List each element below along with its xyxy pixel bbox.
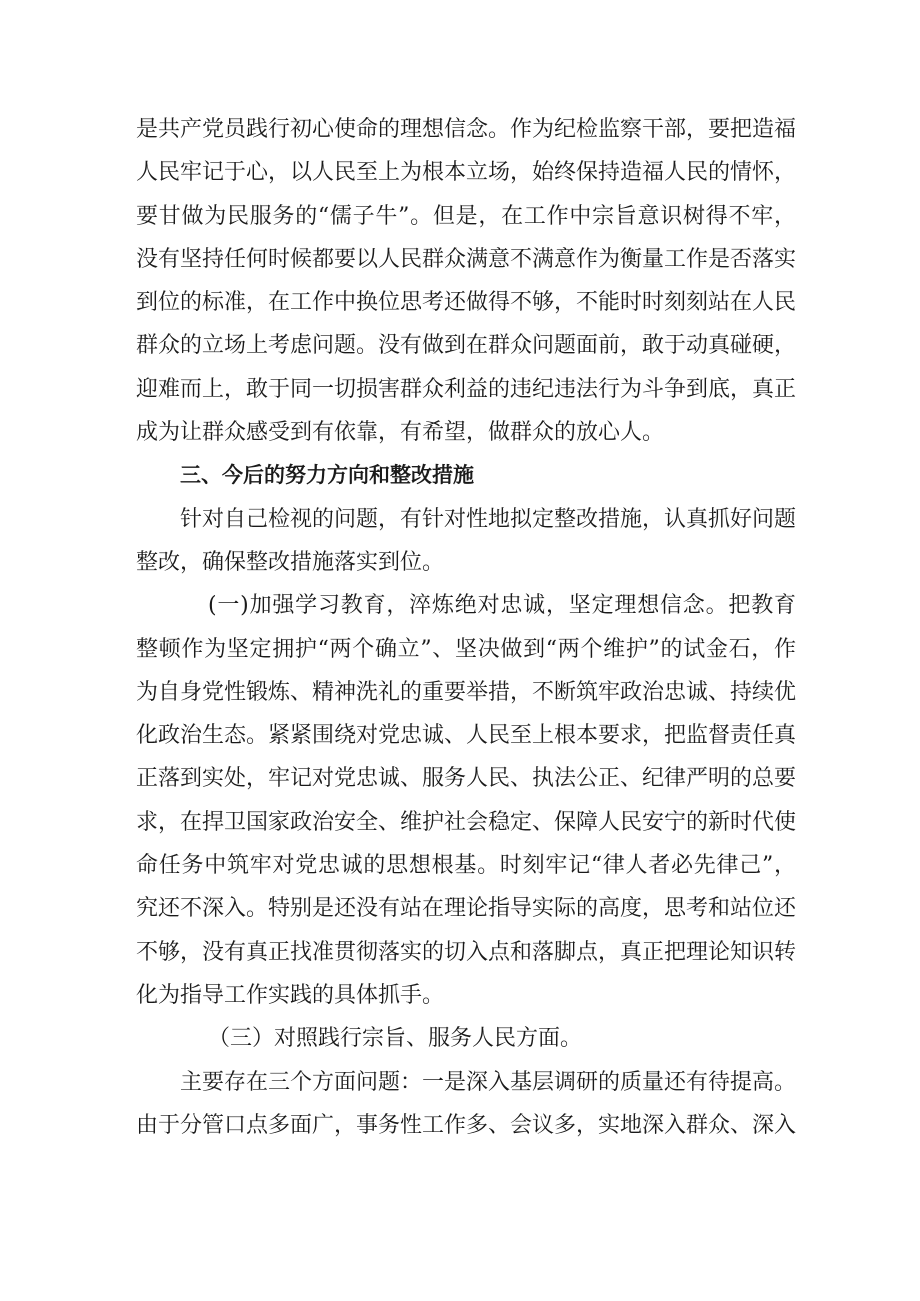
document-body: [136, 108, 796, 1147]
paragraph-continued: 是共产党员践行初心使命的理想信念。作为纪检监察干部，要把造福人民牢记于心，以人民至上为根本立场，始终保持造福人民的情怀，要甘做为民服务的“儒子牛”。但是，在工作中宗旨意识树得不牢，没有坚持任何时候都要以人民群众满意不满意作为衡量工作是否落实到位的标准，在工作中换位思考还做得不够，不能时时刻刻站在人民群众的立场上考虑问题。没有做到在群众问题面前，敢于动真碰硬，迎难而上，敢于同一切损害群众利益的违纪违法行为斗争到底，真正成为让群众感受到有依靠，有希望，做群众的放心人。: [136, 117, 797, 446]
section-heading: 三、今后的努力方向和整改措施: [180, 463, 474, 488]
paragraph-intro: 针对自己检视的问题，有针对性地拟定整改措施，认真抓好问题整改，确保整改措施落实到位。: [136, 506, 797, 575]
subsection-heading: （三）对照践行宗旨、服务人民方面。: [208, 1026, 583, 1052]
paragraph-problems: 主要存在三个方面问题：一是深入基层调研的质量还有待提高。由于分管口点多面广，事务性工作多、会议多，实地深入群众、深入: [136, 1069, 797, 1138]
paragraph-measure-one: (一)加强学习教育，淬炼绝对忠诚，坚定理想信念。把教育整顿作为坚定拥护“两个确立”、坚决做到“两个维护”的试金石，作为自身党性锻炼、精神洗礼的重要举措，不断筑牢政治忠诚、持续优化政治生态。紧紧围绕对党忠诚、人民至上根本要求，把监督责任真正落到实处，牢记对党忠诚、服务人民、执法公正、纪律严明的总要求，在捍卫国家政治安全、维护社会稳定、保障人民安宁的新时代使命任务中筑牢对党忠诚的思想根基。时刻牢记“律人者必先律己”，究还不深入。特别是还没有站在理论指导实际的高度，思考和站位还不够，没有真正找准贯彻落实的切入点和落脚点，真正把理论知识转化为指导工作实践的具体抓手。: [136, 593, 797, 1008]
